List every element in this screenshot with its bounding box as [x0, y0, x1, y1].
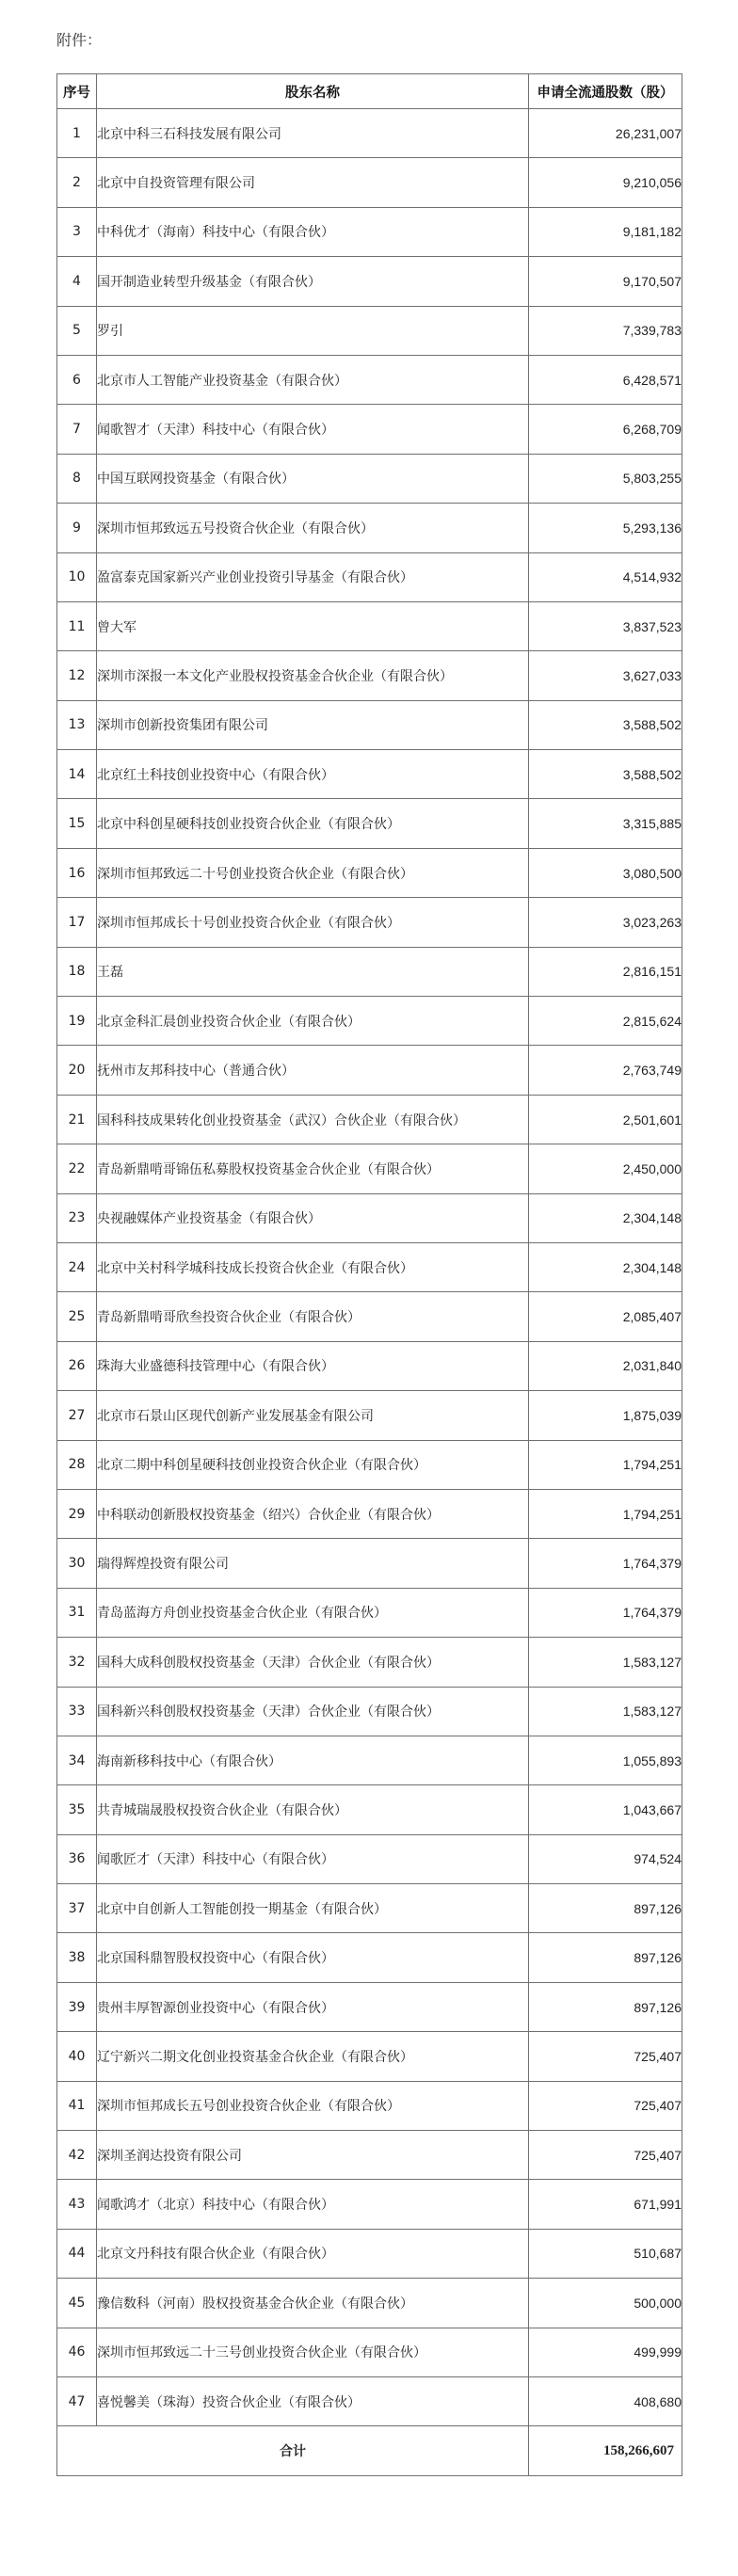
row-shareholder-name: 青岛新鼎啃哥欣叁投资合伙企业（有限合伙）	[97, 1292, 529, 1341]
row-serial-number: 31	[57, 1588, 97, 1637]
row-share-count: 510,687	[529, 2229, 682, 2278]
row-shareholder-name: 北京国科鼎智股权投资中心（有限合伙）	[97, 1933, 529, 1982]
row-share-count: 26,231,007	[529, 109, 682, 158]
row-serial-number: 32	[57, 1638, 97, 1687]
row-shareholder-name: 深圳市恒邦致远二十号创业投资合伙企业（有限合伙）	[97, 848, 529, 897]
row-serial-number: 16	[57, 848, 97, 897]
table-row	[57, 799, 682, 848]
table-row	[57, 2131, 682, 2180]
row-serial-number: 3	[57, 207, 97, 256]
table-row	[57, 1982, 682, 2031]
row-share-count: 2,304,148	[529, 1193, 682, 1242]
header-row	[57, 74, 682, 109]
row-share-count: 1,055,893	[529, 1736, 682, 1784]
table-row	[57, 997, 682, 1046]
row-share-count: 1,794,251	[529, 1489, 682, 1538]
row-serial-number: 10	[57, 552, 97, 601]
row-share-count: 1,875,039	[529, 1391, 682, 1440]
table-row	[57, 1834, 682, 1883]
row-serial-number: 12	[57, 651, 97, 700]
row-shareholder-name: 北京二期中科创星硬科技创业投资合伙企业（有限合伙）	[97, 1440, 529, 1489]
row-shareholder-name: 深圳圣润达投资有限公司	[97, 2131, 529, 2180]
table-row	[57, 750, 682, 799]
table-row	[57, 207, 682, 256]
row-share-count: 3,627,033	[529, 651, 682, 700]
table-row	[57, 552, 682, 601]
row-share-count: 9,170,507	[529, 257, 682, 306]
header-serial-number: 序号	[57, 74, 97, 109]
row-shareholder-name: 北京中科三石科技发展有限公司	[97, 109, 529, 158]
row-shareholder-name: 中国互联网投资基金（有限合伙）	[97, 454, 529, 503]
row-serial-number: 1	[57, 109, 97, 158]
table-row	[57, 1736, 682, 1784]
row-serial-number: 41	[57, 2081, 97, 2130]
row-shareholder-name: 央视融媒体产业投资基金（有限合伙）	[97, 1193, 529, 1242]
table-row	[57, 2081, 682, 2130]
row-serial-number: 33	[57, 1687, 97, 1736]
row-serial-number: 25	[57, 1292, 97, 1341]
table-row	[57, 848, 682, 897]
row-shareholder-name: 抚州市友邦科技中心（普通合伙）	[97, 1046, 529, 1095]
row-serial-number: 47	[57, 2376, 97, 2425]
row-serial-number: 11	[57, 601, 97, 650]
row-share-count: 1,764,379	[529, 1588, 682, 1637]
row-share-count: 3,023,263	[529, 898, 682, 947]
row-share-count: 897,126	[529, 1982, 682, 2031]
row-serial-number: 36	[57, 1834, 97, 1883]
row-share-count: 2,450,000	[529, 1144, 682, 1193]
row-shareholder-name: 北京市人工智能产业投资基金（有限合伙）	[97, 355, 529, 404]
row-shareholder-name: 罗引	[97, 306, 529, 355]
row-share-count: 1,794,251	[529, 1440, 682, 1489]
row-serial-number: 21	[57, 1095, 97, 1144]
table-row	[57, 158, 682, 207]
row-shareholder-name: 曾大军	[97, 601, 529, 650]
row-serial-number: 24	[57, 1242, 97, 1291]
row-shareholder-name: 国科科技成果转化创业投资基金（武汉）合伙企业（有限合伙）	[97, 1095, 529, 1144]
row-shareholder-name: 深圳市恒邦成长十号创业投资合伙企业（有限合伙）	[97, 898, 529, 947]
row-share-count: 2,085,407	[529, 1292, 682, 1341]
row-shareholder-name: 豫信数科（河南）股权投资基金合伙企业（有限合伙）	[97, 2279, 529, 2328]
row-shareholder-name: 贵州丰厚智源创业投资中心（有限合伙）	[97, 1982, 529, 2031]
row-share-count: 897,126	[529, 1933, 682, 1982]
row-serial-number: 6	[57, 355, 97, 404]
row-share-count: 5,293,136	[529, 504, 682, 552]
row-shareholder-name: 中科优才（海南）科技中心（有限合伙）	[97, 207, 529, 256]
row-shareholder-name: 国科大成科创股权投资基金（天津）合伙企业（有限合伙）	[97, 1638, 529, 1687]
row-shareholder-name: 盈富泰克国家新兴产业创业投资引导基金（有限合伙）	[97, 552, 529, 601]
row-share-count: 3,588,502	[529, 700, 682, 749]
row-shareholder-name: 北京中科创星硬科技创业投资合伙企业（有限合伙）	[97, 799, 529, 848]
row-share-count: 2,815,624	[529, 997, 682, 1046]
row-serial-number: 30	[57, 1539, 97, 1588]
row-share-count: 6,428,571	[529, 355, 682, 404]
row-shareholder-name: 北京文丹科技有限合伙企业（有限合伙）	[97, 2229, 529, 2278]
row-shareholder-name: 珠海大业盛德科技管理中心（有限合伙）	[97, 1341, 529, 1390]
row-shareholder-name: 青岛新鼎啃哥锦伍私募股权投资基金合伙企业（有限合伙）	[97, 1144, 529, 1193]
table-row	[57, 454, 682, 503]
row-serial-number: 42	[57, 2131, 97, 2180]
table-row	[57, 1884, 682, 1933]
table-row	[57, 1095, 682, 1144]
table-row	[57, 700, 682, 749]
row-serial-number: 46	[57, 2328, 97, 2376]
row-share-count: 3,080,500	[529, 848, 682, 897]
row-serial-number: 22	[57, 1144, 97, 1193]
table-row	[57, 1341, 682, 1390]
table-row	[57, 1193, 682, 1242]
row-share-count: 1,764,379	[529, 1539, 682, 1588]
row-serial-number: 35	[57, 1785, 97, 1834]
header-shareholder-name: 股东名称	[97, 74, 529, 109]
shareholder-table	[56, 73, 682, 2476]
row-shareholder-name: 北京中自创新人工智能创投一期基金（有限合伙）	[97, 1884, 529, 1933]
table-row	[57, 306, 682, 355]
row-shareholder-name: 深圳市恒邦致远五号投资合伙企业（有限合伙）	[97, 504, 529, 552]
table-row	[57, 2032, 682, 2081]
row-share-count: 2,816,151	[529, 947, 682, 996]
row-shareholder-name: 北京中关村科学城科技成长投资合伙企业（有限合伙）	[97, 1242, 529, 1291]
table-row	[57, 109, 682, 158]
row-shareholder-name: 国科新兴科创股权投资基金（天津）合伙企业（有限合伙）	[97, 1687, 529, 1736]
table-row	[57, 1638, 682, 1687]
row-shareholder-name: 北京红土科技创业投资中心（有限合伙）	[97, 750, 529, 799]
table-row	[57, 1046, 682, 1095]
row-serial-number: 27	[57, 1391, 97, 1440]
row-share-count: 2,501,601	[529, 1095, 682, 1144]
table-footer	[57, 2426, 682, 2476]
row-share-count: 2,304,148	[529, 1242, 682, 1291]
row-serial-number: 37	[57, 1884, 97, 1933]
row-share-count: 9,181,182	[529, 207, 682, 256]
row-share-count: 9,210,056	[529, 158, 682, 207]
table-row	[57, 1933, 682, 1982]
row-shareholder-name: 闻歌匠才（天津）科技中心（有限合伙）	[97, 1834, 529, 1883]
row-share-count: 4,514,932	[529, 552, 682, 601]
row-serial-number: 17	[57, 898, 97, 947]
row-serial-number: 28	[57, 1440, 97, 1489]
row-shareholder-name: 闻歌智才（天津）科技中心（有限合伙）	[97, 405, 529, 454]
table-row	[57, 405, 682, 454]
row-serial-number: 26	[57, 1341, 97, 1390]
table-row	[57, 2180, 682, 2229]
row-share-count: 671,991	[529, 2180, 682, 2229]
attachment-label: 附件：	[56, 31, 103, 49]
table-row	[57, 2279, 682, 2328]
row-serial-number: 23	[57, 1193, 97, 1242]
row-serial-number: 34	[57, 1736, 97, 1784]
header-share-count: 申请全流通股数（股）	[529, 74, 682, 109]
table-row	[57, 2328, 682, 2376]
table-row	[57, 1687, 682, 1736]
row-shareholder-name: 王磊	[97, 947, 529, 996]
row-serial-number: 13	[57, 700, 97, 749]
row-share-count: 1,583,127	[529, 1687, 682, 1736]
row-shareholder-name: 中科联动创新股权投资基金（绍兴）合伙企业（有限合伙）	[97, 1489, 529, 1538]
row-share-count: 897,126	[529, 1884, 682, 1933]
table-header	[57, 74, 682, 109]
row-shareholder-name: 青岛蓝海方舟创业投资基金合伙企业（有限合伙）	[97, 1588, 529, 1637]
row-serial-number: 29	[57, 1489, 97, 1538]
row-shareholder-name: 北京市石景山区现代创新产业发展基金有限公司	[97, 1391, 529, 1440]
row-shareholder-name: 深圳市创新投资集团有限公司	[97, 700, 529, 749]
row-shareholder-name: 辽宁新兴二期文化创业投资基金合伙企业（有限合伙）	[97, 2032, 529, 2081]
row-share-count: 3,588,502	[529, 750, 682, 799]
row-serial-number: 20	[57, 1046, 97, 1095]
row-serial-number: 40	[57, 2032, 97, 2081]
total-label: 合计	[57, 2426, 529, 2476]
row-serial-number: 18	[57, 947, 97, 996]
row-shareholder-name: 深圳市恒邦致远二十三号创业投资合伙企业（有限合伙）	[97, 2328, 529, 2376]
row-serial-number: 14	[57, 750, 97, 799]
row-serial-number: 45	[57, 2279, 97, 2328]
row-serial-number: 4	[57, 257, 97, 306]
table-row	[57, 1242, 682, 1291]
row-serial-number: 2	[57, 158, 97, 207]
table-row	[57, 947, 682, 996]
table-row	[57, 898, 682, 947]
table-row	[57, 504, 682, 552]
row-share-count: 500,000	[529, 2279, 682, 2328]
table-row	[57, 355, 682, 404]
table-row	[57, 2376, 682, 2425]
row-share-count: 3,837,523	[529, 601, 682, 650]
row-share-count: 7,339,783	[529, 306, 682, 355]
table-row	[57, 1489, 682, 1538]
row-share-count: 6,268,709	[529, 405, 682, 454]
row-share-count: 725,407	[529, 2081, 682, 2130]
table-row	[57, 651, 682, 700]
row-share-count: 2,031,840	[529, 1341, 682, 1390]
row-shareholder-name: 深圳市深报一本文化产业股权投资基金合伙企业（有限合伙）	[97, 651, 529, 700]
row-share-count: 408,680	[529, 2376, 682, 2425]
table-row	[57, 2229, 682, 2278]
row-share-count: 1,043,667	[529, 1785, 682, 1834]
row-serial-number: 43	[57, 2180, 97, 2229]
row-serial-number: 8	[57, 454, 97, 503]
row-shareholder-name: 国开制造业转型升级基金（有限合伙）	[97, 257, 529, 306]
row-shareholder-name: 北京金科汇晨创业投资合伙企业（有限合伙）	[97, 997, 529, 1046]
table-row	[57, 257, 682, 306]
table-row	[57, 1391, 682, 1440]
row-serial-number: 5	[57, 306, 97, 355]
row-serial-number: 38	[57, 1933, 97, 1982]
row-share-count: 725,407	[529, 2032, 682, 2081]
row-serial-number: 44	[57, 2229, 97, 2278]
row-shareholder-name: 共青城瑞晟股权投资合伙企业（有限合伙）	[97, 1785, 529, 1834]
row-serial-number: 7	[57, 405, 97, 454]
row-shareholder-name: 闻歌鸿才（北京）科技中心（有限合伙）	[97, 2180, 529, 2229]
row-shareholder-name: 瑞得辉煌投资有限公司	[97, 1539, 529, 1588]
table-row	[57, 1785, 682, 1834]
table-row	[57, 1539, 682, 1588]
row-share-count: 3,315,885	[529, 799, 682, 848]
row-serial-number: 19	[57, 997, 97, 1046]
row-serial-number: 15	[57, 799, 97, 848]
row-shareholder-name: 深圳市恒邦成长五号创业投资合伙企业（有限合伙）	[97, 2081, 529, 2130]
row-share-count: 2,763,749	[529, 1046, 682, 1095]
row-share-count: 499,999	[529, 2328, 682, 2376]
row-serial-number: 39	[57, 1982, 97, 2031]
table-row	[57, 1144, 682, 1193]
row-share-count: 5,803,255	[529, 454, 682, 503]
table-row	[57, 1588, 682, 1637]
table-row	[57, 1292, 682, 1341]
table-row	[57, 1440, 682, 1489]
total-value: 158,266,607	[529, 2426, 682, 2476]
row-share-count: 974,524	[529, 1834, 682, 1883]
row-shareholder-name: 海南新移科技中心（有限合伙）	[97, 1736, 529, 1784]
total-row	[57, 2426, 682, 2476]
row-shareholder-name: 喜悦馨美（珠海）投资合伙企业（有限合伙）	[97, 2376, 529, 2425]
table-body	[57, 109, 682, 2426]
row-share-count: 725,407	[529, 2131, 682, 2180]
table-row	[57, 601, 682, 650]
row-share-count: 1,583,127	[529, 1638, 682, 1687]
row-shareholder-name: 北京中自投资管理有限公司	[97, 158, 529, 207]
row-serial-number: 9	[57, 504, 97, 552]
